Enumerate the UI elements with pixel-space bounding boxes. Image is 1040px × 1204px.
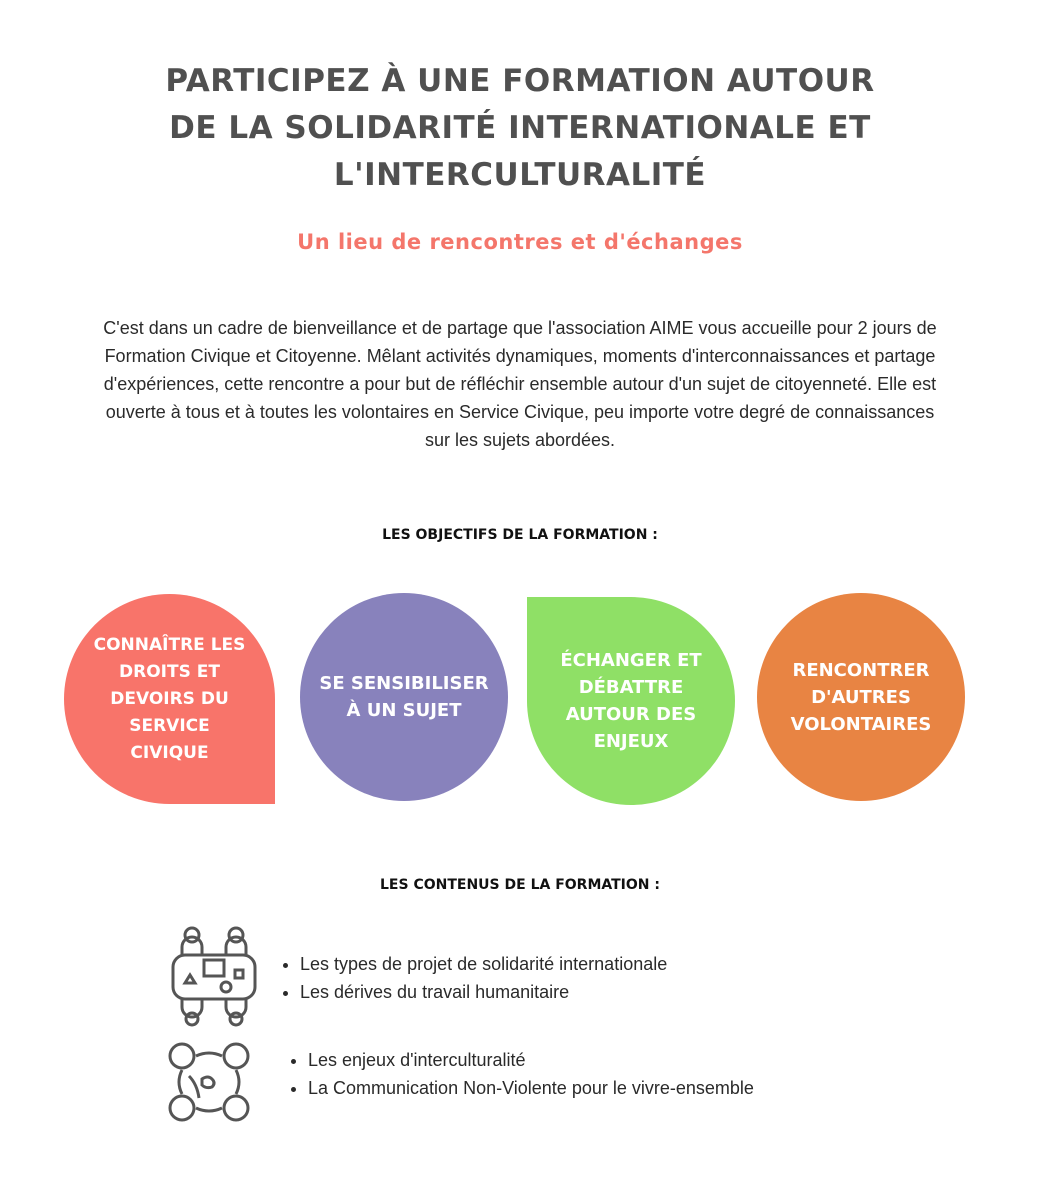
objective-label: ÉCHANGER ET DÉBATTRE AUTOUR DES ENJEUX bbox=[560, 650, 702, 752]
page-title bbox=[0, 58, 1040, 199]
objective-exchange bbox=[527, 597, 735, 805]
list-item: • Les enjeux d'interculturalité bbox=[308, 1046, 754, 1074]
objective-meet bbox=[757, 593, 965, 801]
objective-awareness bbox=[300, 593, 508, 801]
list-item: • Les types de projet de solidarité internationale bbox=[300, 950, 667, 978]
team-meeting-icon bbox=[170, 925, 258, 1027]
title-text: PARTICIPEZ À UNE FORMATION AUTOUR DE LA SOLIDARITÉ INTERNATIONALE ET L'INTERCULTURALITÉ bbox=[165, 63, 875, 193]
objective-label: SE SENSIBILISER À UN SUJET bbox=[319, 673, 489, 721]
subtitle: Un lieu de rencontres et d'échanges bbox=[297, 230, 743, 254]
contents-list-2 bbox=[288, 1046, 754, 1102]
objectives-heading: LES OBJECTIFS DE LA FORMATION : bbox=[382, 527, 658, 543]
objective-label: RENCONTRER D'AUTRES VOLONTAIRES bbox=[790, 659, 932, 735]
list-item: • Les dérives du travail humanitaire bbox=[300, 978, 667, 1006]
global-network-icon bbox=[167, 1041, 251, 1123]
list-item: • La Communication Non-Violente pour le vivre-ensemble bbox=[308, 1074, 754, 1102]
contents-list-1 bbox=[280, 950, 667, 1006]
objective-rights-duties bbox=[64, 594, 275, 804]
contents-heading: LES CONTENUS DE LA FORMATION : bbox=[380, 877, 660, 893]
objective-label: CONNAÎTRE LES DROITS ET DEVOIRS DU SERVICE CIVIQUE bbox=[93, 634, 246, 763]
intro-paragraph: C'est dans un cadre de bienveillance et de partage que l'association AIME vous accueille pour 2 jours de Formation Civique et Citoyenne. Mêlant activités dynamiques, moments d'interconnaissances et partage d'expériences, cette rencontre a pour but de réfléchir ensemble autour d'un sujet de citoyenneté. Elle est ouverte à tous et à toutes les volontaires en Service Civique, peu importe votre degré de connaissances sur les sujets abordées. bbox=[103, 318, 937, 450]
